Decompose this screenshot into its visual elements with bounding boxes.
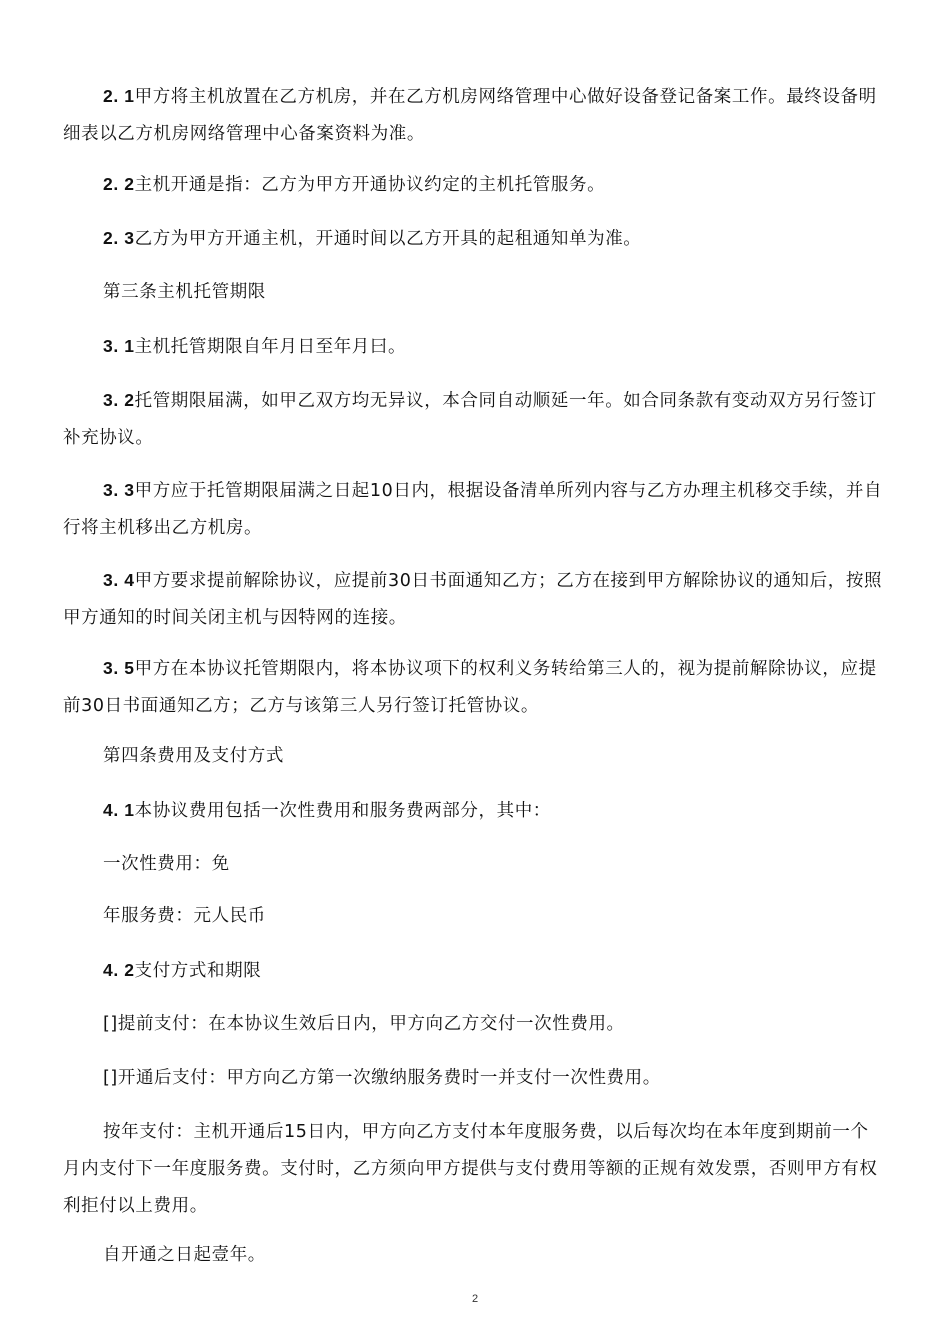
- paragraph-2-3: [63, 220, 885, 258]
- heading-text: 第三条主机托管期限: [103, 282, 266, 302]
- paragraph-text: 本协议费用包括一次性费用和服务费两部分，其中：: [134, 801, 551, 821]
- section-heading-3: [63, 274, 885, 311]
- paragraph-3-5: [63, 650, 885, 725]
- clause-number: 2. 2: [103, 174, 135, 194]
- paragraph-4-1: [63, 792, 885, 830]
- annual-payment-paragraph: [63, 1114, 885, 1225]
- post-activation-option: [63, 1060, 885, 1097]
- term-line: [63, 1237, 885, 1274]
- clause-number: 3. 5: [103, 658, 135, 678]
- prepay-option: [63, 1006, 885, 1043]
- section-heading-4: [63, 738, 885, 775]
- clause-number: 4. 2: [103, 960, 135, 980]
- paragraph-4-2: [63, 952, 885, 990]
- clause-number: 3. 4: [103, 570, 135, 590]
- clause-number: 3. 2: [103, 390, 135, 410]
- paragraph-text: 按年支付：主机开通后15日内，甲方向乙方支付本年度服务费，以后每次均在本年度到期前一个月内支付下一年度服务费。支付时，乙方须向甲方提供与支付费用等额的正规有效发票，否则甲方有权利拒付以上费用。: [63, 1122, 878, 1216]
- clause-number: 3. 1: [103, 336, 135, 356]
- paragraph-3-3: [63, 472, 885, 547]
- paragraph-text: 年服务费：元人民币: [103, 906, 266, 926]
- clause-number: 2. 3: [103, 228, 135, 248]
- page-number: 2: [471, 1293, 479, 1305]
- paragraph-2-1: [63, 78, 885, 153]
- paragraph-text: 乙方为甲方开通主机，开通时间以乙方开具的起租通知单为准。: [134, 229, 642, 249]
- paragraph-text: 一次性费用：免: [103, 854, 230, 874]
- paragraph-text: 甲方将主机放置在乙方机房，并在乙方机房网络管理中心做好设备登记备案工作。最终设备明细表以乙方机房网络管理中心备案资料为准。: [63, 87, 877, 144]
- paragraph-3-4: [63, 562, 885, 637]
- paragraph-3-1: [63, 328, 885, 366]
- clause-number: 4. 1: [103, 800, 135, 820]
- one-time-fee-line: [63, 846, 885, 883]
- paragraph-text: 甲方要求提前解除协议，应提前30日书面通知乙方；乙方在接到甲方解除协议的通知后，按照甲方通知的时间关闭主机与因特网的连接。: [63, 571, 883, 628]
- paragraph-text: 主机托管期限自年月日至年月曰。: [134, 337, 407, 357]
- heading-text: 第四条费用及支付方式: [103, 746, 284, 766]
- paragraph-text: 主机开通是指：乙方为甲方开通协议约定的主机托管服务。: [134, 175, 606, 195]
- paragraph-text: 甲方应于托管期限届满之日起10日内，根据设备清单所列内容与乙方办理主机移交手续，并自行将主机移出乙方机房。: [63, 481, 883, 538]
- paragraph-text: []提前支付：在本协议生效后日内，甲方向乙方交付一次性费用。: [103, 1014, 625, 1034]
- annual-fee-line: [63, 898, 885, 935]
- paragraph-2-2: [63, 166, 885, 204]
- clause-number: 3. 3: [103, 480, 135, 500]
- paragraph-text: 甲方在本协议托管期限内，将本协议项下的权利义务转给第三人的，视为提前解除协议，应提前30日书面通知乙方；乙方与该第三人另行签订托管协议。: [63, 659, 877, 716]
- paragraph-3-2: [63, 382, 885, 457]
- paragraph-text: 自开通之日起壹年。: [103, 1245, 266, 1265]
- paragraph-text: []开通后支付：甲方向乙方第一次缴纳服务费时一并支付一次性费用。: [103, 1068, 661, 1088]
- clause-number: 2. 1: [103, 86, 135, 106]
- paragraph-text: 支付方式和期限: [134, 961, 262, 981]
- paragraph-text: 托管期限届满，如甲乙双方均无异议，本合同自动顺延一年。如合同条款有变动双方另行签订补充协议。: [63, 391, 877, 448]
